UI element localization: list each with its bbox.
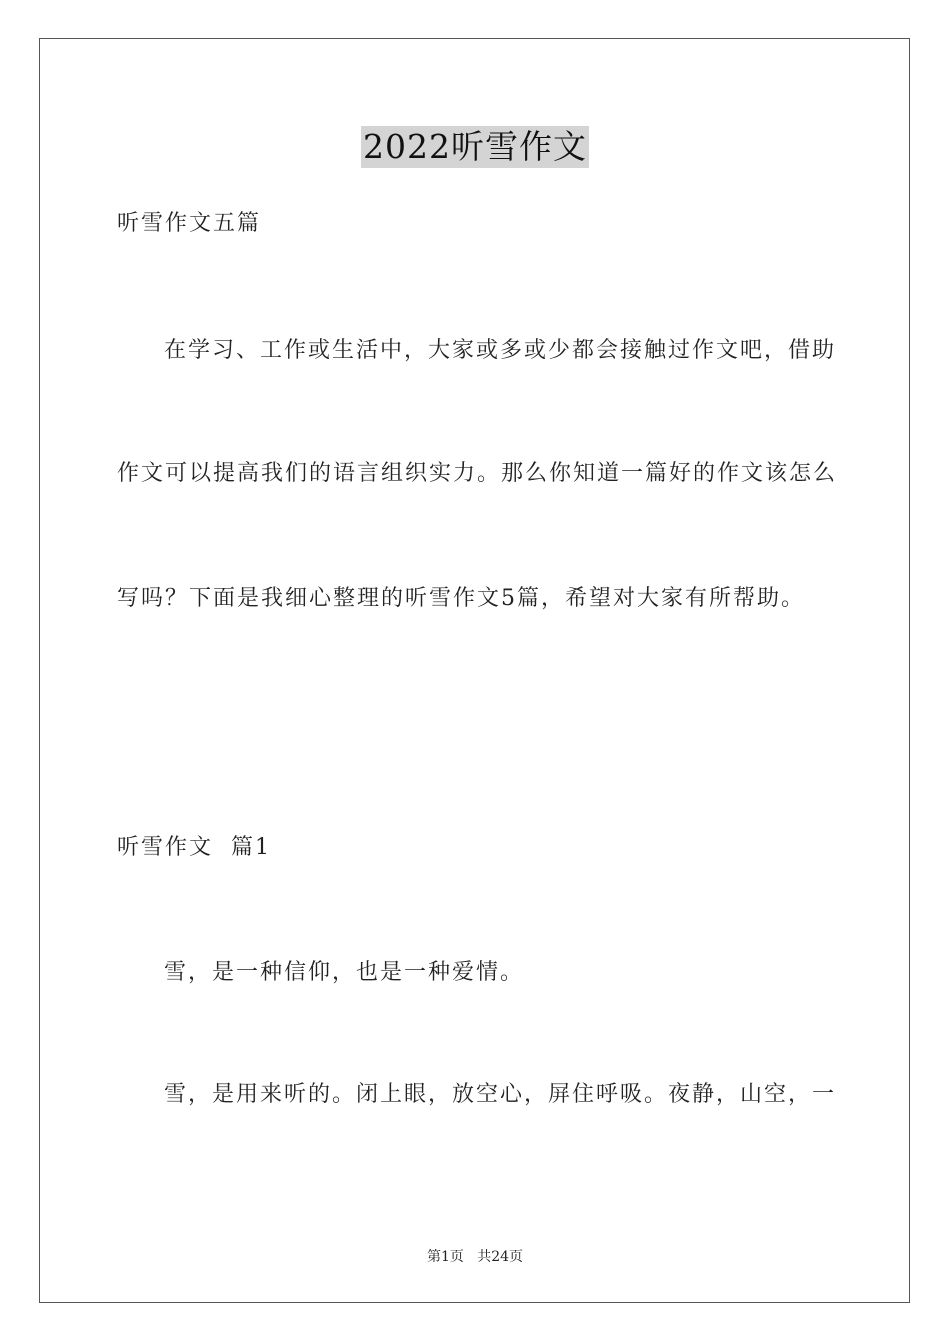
section-paragraph-1: 雪，是一种信仰，也是一种爱情。 bbox=[164, 960, 525, 985]
page-footer: 第1页 共24页 bbox=[426, 1249, 524, 1265]
section-paragraph-2: 雪，是用来听的。闭上眼，放空心，屏住呼吸。夜静，山空，一 bbox=[164, 1082, 837, 1107]
intro-line-2: 作文可以提高我们的语言组织实力。那么你知道一篇好的作文该怎么 bbox=[117, 461, 838, 486]
document-title: 2022听雪作文 bbox=[363, 127, 587, 166]
intro-line-1: 在学习、工作或生活中，大家或多或少都会接触过作文吧，借助 bbox=[164, 338, 837, 363]
section-heading: 听雪作文 篇1 bbox=[117, 835, 271, 860]
title-container bbox=[0, 126, 950, 168]
document-subtitle: 听雪作文五篇 bbox=[117, 211, 262, 236]
intro-line-3: 写吗？下面是我细心整理的听雪作文5篇，希望对大家有所帮助。 bbox=[117, 586, 805, 611]
